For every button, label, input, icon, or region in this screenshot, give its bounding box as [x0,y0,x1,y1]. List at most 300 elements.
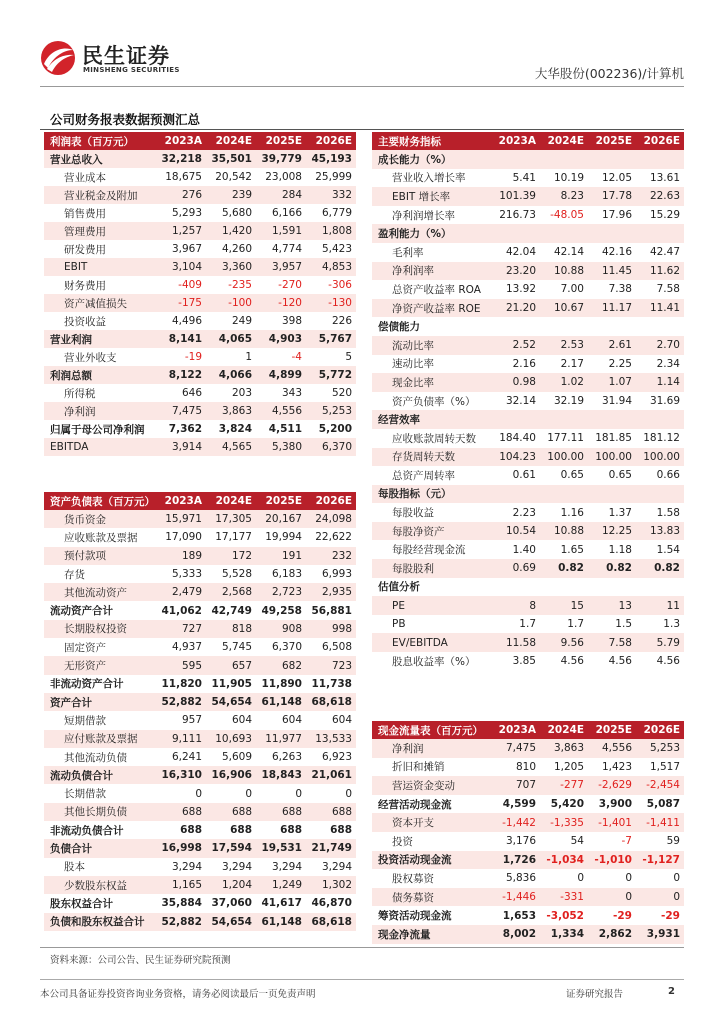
cell-value [492,224,540,243]
cell-value: 3,957 [256,258,306,276]
cell-value: 6,370 [306,438,356,456]
row-label: 现金比率 [372,373,492,392]
section-title: 公司财务报表数据预测汇总 [50,112,201,127]
row-label: EBITDA [44,438,156,456]
cell-value: 0.65 [608,469,632,482]
table-row [44,711,356,729]
table-row [44,638,356,656]
table-row [372,832,684,851]
cell-value: 10,693 [206,730,256,748]
row-label: 营业收入增长率 [392,172,466,185]
table-row [372,224,684,243]
cell-value: -1,411 [636,813,684,832]
cell-value: 15,971 [156,510,206,528]
cell-value [588,317,636,336]
cell-value: -331 [540,888,588,907]
cell-value: 249 [231,315,252,327]
cell-value: 42,749 [211,604,252,617]
cell-value: 42.47 [649,246,680,259]
cell-value: 68,618 [306,913,356,931]
cell-value: 104.23 [492,448,540,467]
cell-value: 3,914 [156,438,206,456]
table-row [44,528,356,546]
table-row [44,803,356,821]
cell-value: -175 [156,294,206,312]
row-label: 营业总收入 [44,150,156,168]
row-label: 营业成本 [64,171,106,184]
table-row [372,888,684,907]
cell-value: 31.94 [601,395,632,408]
column-header: 2024E [206,492,256,510]
cell-value: 5,423 [321,243,352,255]
table-row [372,925,684,944]
cell-value: 17,090 [165,531,202,544]
cell-value: 818 [206,620,256,638]
cell-value: 688 [180,824,202,837]
cell-value: 54,654 [206,913,256,931]
row-label: 固定资产 [64,641,106,654]
column-header: 2024E [540,132,588,150]
column-header: 2025E [256,492,306,510]
cell-value: 1,420 [206,222,256,240]
cell-value: -1,401 [588,813,636,832]
cell-value: 5,745 [221,641,252,654]
cell-value: 59 [666,835,680,848]
cell-value: 6,263 [271,751,302,763]
table-row [44,330,356,348]
cell-value: 21,749 [306,839,356,857]
cell-value: 19,531 [256,839,306,857]
row-label: 资产合计 [44,693,156,711]
cell-value: 23.20 [492,262,540,281]
cell-value: 8,122 [156,366,206,384]
cell-value: 646 [181,387,202,399]
row-label: 每股经营现金流 [392,544,466,557]
cell-value: 54 [570,835,584,848]
cell-value: 1.18 [608,543,632,556]
cell-value: 18,675 [165,171,202,183]
row-label: 负债合计 [44,839,156,857]
row-label: 资产减值损失 [44,294,156,312]
cell-value: 5 [345,351,352,363]
cell-value: 46,870 [311,897,352,910]
cell-value: 688 [330,824,352,837]
cell-value: -1,034 [540,851,588,870]
cell-value: 39,779 [256,150,306,168]
cell-value [492,317,540,336]
cell-value: -235 [228,279,252,291]
row-label: 盈利能力（%） [372,224,492,243]
cell-value: 2.52 [492,336,540,355]
cell-value: 12.05 [601,171,632,184]
table-row [372,485,684,504]
header-divider [40,86,684,87]
cell-value: 1,249 [256,876,306,894]
table-row [372,448,684,467]
cell-value [588,578,636,597]
cell-value: 2.61 [588,336,636,355]
cell-value: -270 [278,279,302,291]
table-row [372,869,684,888]
cell-value: 0 [625,872,632,885]
cell-value: 5,333 [171,568,202,581]
cell-value: 1.40 [512,543,536,556]
table-row [372,652,684,671]
cell-value: 18,843 [256,766,306,784]
row-label: 股东权益合计 [50,897,113,910]
row-label: 其他长期负债 [44,803,156,821]
table-row [44,204,356,222]
row-label: 成长能力（%） [372,150,492,169]
column-header: 2023A [156,132,206,150]
cell-value: 5,293 [171,207,202,219]
cell-value: 20,167 [256,510,306,528]
cell-value: 100.00 [636,448,684,467]
cell-value: 21.20 [492,299,540,318]
cell-value: -4 [291,351,302,363]
cell-value: 3,931 [636,925,684,944]
table-row [372,776,684,795]
cell-value: 56,881 [311,604,352,617]
cell-value: -120 [256,294,306,312]
table-row [372,739,684,758]
cell-value: 15 [540,596,588,615]
logo-text-en: MINSHENG SECURITIES [83,66,180,74]
cell-value: 100.00 [540,448,588,467]
table-row [44,601,356,619]
cell-value: 100.00 [588,448,636,467]
cell-value: 682 [256,656,306,674]
row-label: 估值分析 [378,581,420,594]
row-label: EBIT [44,258,156,276]
cell-value: 24,098 [306,510,356,528]
row-label: 债务募资 [372,888,492,907]
cell-value: 688 [306,803,356,821]
cell-value: 23,008 [265,171,302,183]
table-row [372,633,684,652]
cell-value: 5,380 [256,438,306,456]
table-row [44,312,356,330]
cell-value: 7.38 [608,283,632,296]
row-label: 每股股利 [372,559,492,578]
table-row [44,565,356,583]
cell-value: -3,052 [546,909,584,922]
table-row [372,373,684,392]
balance-sheet-table [44,492,356,931]
cell-value: 0 [673,872,680,885]
cell-value: 3,863 [540,739,588,758]
cell-value: -29 [661,909,680,922]
cell-value: 688 [230,824,252,837]
cell-value: 11 [636,596,684,615]
table-row [372,851,684,870]
cell-value: 3,294 [271,860,302,873]
cell-value: 22,622 [315,531,352,544]
cell-value: -130 [306,294,356,312]
row-label: 财务费用 [64,279,106,292]
cell-value: -100 [206,294,256,312]
cell-value [492,485,540,504]
table-row [44,656,356,674]
cell-value: 2.16 [512,357,536,370]
cell-value: 4,065 [206,330,256,348]
row-label: 营业税金及附加 [44,186,156,204]
cell-value: 10.88 [540,262,588,281]
cell-value: 2,935 [306,583,356,601]
cell-value: 4,899 [256,366,306,384]
cell-value: 5,420 [550,798,584,811]
cell-value: 3,824 [218,423,252,435]
cell-value: 37,060 [211,897,252,910]
table-row [44,348,356,366]
row-label: 投资 [392,835,413,848]
row-label: 毛利率 [392,246,424,259]
source-divider [40,947,684,948]
table-row [44,240,356,258]
cell-value: 332 [306,186,356,204]
row-label: 筹资活动现金流 [378,910,452,923]
cell-value: 3,176 [505,835,536,848]
row-label: 营业利润 [44,330,156,348]
table-row [44,258,356,276]
cell-value: 6,166 [271,207,302,219]
cell-value: 7,475 [156,402,206,420]
row-label: EBIT 增长率 [372,187,492,206]
table-row [44,150,356,168]
cell-value: 343 [281,387,302,399]
cell-value: 8 [492,596,540,615]
cell-value: 15.29 [649,209,680,222]
row-label: 非流动负债合计 [50,824,124,837]
cell-value [540,578,588,597]
cell-value: 8,141 [156,330,206,348]
cell-value: 5,767 [306,330,356,348]
cell-value: 31.69 [649,395,680,408]
cell-value: 6,183 [271,568,302,581]
cell-value: 957 [181,714,202,727]
cell-value: 3.85 [512,655,536,668]
table-title: 资产负债表（百万元） [44,492,156,510]
table-row [372,262,684,281]
cell-value: 7.00 [560,283,584,296]
row-label: 流动负债合计 [44,766,156,784]
table-row [372,466,684,485]
cell-value: 19,994 [265,531,302,544]
table-row [44,547,356,565]
cell-value: 8.23 [540,187,588,206]
cell-value: 11.62 [636,262,684,281]
cell-value: 10.19 [553,171,584,184]
cell-value [588,485,636,504]
row-label: 长期股权投资 [44,620,156,638]
row-label: 资产负债率（%） [392,395,476,408]
row-label: 货币资金 [44,510,156,528]
cell-value: 13 [588,596,636,615]
cell-value: 0.69 [492,559,540,578]
cell-value: 4,511 [268,423,302,435]
cell-value: 520 [331,387,352,399]
cell-value: 4.56 [560,655,584,668]
cell-value: -1,446 [492,888,540,907]
cell-value: 10.88 [540,522,588,541]
cell-value: 6,993 [321,568,352,581]
column-header: 2023A [492,132,540,150]
cell-value [636,485,684,504]
cell-value [588,150,636,169]
row-label: 净利润 [372,739,492,758]
cell-value: 1.02 [540,373,588,392]
cell-value: -409 [178,279,202,291]
table-row [372,336,684,355]
row-label: 净利润 [44,402,156,420]
table-row [372,906,684,925]
table-row [44,276,356,294]
table-header-row [44,132,356,150]
cell-value: 398 [281,315,302,327]
cell-value: 25,999 [315,171,352,183]
financial-ratios-table [372,132,684,671]
footer-report-type: 证券研究报告 [566,989,624,1000]
cell-value: 239 [206,186,256,204]
cell-value: 17,305 [206,510,256,528]
cell-value: 3,104 [156,258,206,276]
cell-value: 5.41 [512,171,536,184]
table-row [44,222,356,240]
cell-value: 908 [256,620,306,638]
table-row [44,894,356,912]
cell-value: 4,853 [306,258,356,276]
table-row [372,392,684,411]
row-label: 净资产收益率 ROE [372,299,492,318]
cell-value: 17,177 [215,531,252,544]
row-label: PE [372,596,492,615]
cell-value: 8,002 [492,925,540,944]
cell-value: 5,087 [646,798,680,811]
table-header-row [372,132,684,150]
cell-value: 7.58 [656,283,680,296]
cell-value: 5,680 [221,207,252,219]
cell-value: 5,772 [306,366,356,384]
cell-value: 20,542 [215,171,252,183]
cell-value: 1,591 [256,222,306,240]
row-label: 应付账款及票据 [44,730,156,748]
cell-value: 1.5 [615,618,632,631]
cell-value: 4.56 [656,655,680,668]
row-label: 每股收益 [392,507,434,520]
cell-value: -19 [184,351,202,363]
row-label: 营业外收支 [64,351,117,364]
income-statement-table [44,132,356,456]
table-title: 利润表（百万元） [44,132,156,150]
cell-value: 41,062 [161,604,202,617]
cell-value: 189 [156,547,206,565]
cell-value: 191 [256,547,306,565]
cell-value: 11,905 [211,677,252,690]
cell-value: 1.7 [567,618,584,631]
cell-value: 0 [345,787,352,800]
cell-value: 16,310 [156,766,206,784]
table-row [372,169,684,188]
cell-value: 595 [156,656,206,674]
column-header: 2026E [306,492,356,510]
cell-value: 181.85 [595,432,632,445]
cell-value [636,410,684,429]
cell-value [636,150,684,169]
cell-value: 9.56 [540,633,588,652]
table-header-row [372,721,684,739]
column-header: 2024E [206,132,256,150]
cell-value: 42.04 [505,246,536,259]
cell-value: 11.45 [588,262,636,281]
cell-value: -1,010 [588,851,636,870]
cell-value: 32.19 [553,395,584,408]
table-row [44,583,356,601]
cell-value: 688 [206,803,256,821]
table-row [372,410,684,429]
cell-value: 17.96 [601,209,632,222]
table-title: 现金流量表（百万元） [372,721,492,739]
table-row [372,280,684,299]
table-row [372,813,684,832]
cell-value: 4,066 [206,366,256,384]
cell-value: -29 [613,909,632,922]
cell-value: 49,258 [261,604,302,617]
cell-value: 1.58 [656,506,680,519]
table-row [372,150,684,169]
cell-value: 688 [280,824,302,837]
cell-value: 52,882 [156,693,206,711]
cell-value: -1,335 [540,813,588,832]
page-header [0,0,724,90]
cell-value: 3,294 [221,860,252,873]
cell-value: 0.82 [636,559,684,578]
cell-value: 10.67 [540,299,588,318]
cell-value: 1.16 [560,506,584,519]
cell-value: 276 [156,186,206,204]
cell-value: 181.12 [643,432,680,445]
table-row [44,402,356,420]
cell-value: 17,594 [206,839,256,857]
table-row [44,420,356,438]
cell-value: 11.17 [588,299,636,318]
cell-value: 3,294 [321,860,352,873]
row-label: 应收账款周转天数 [392,432,476,445]
cell-value: 172 [206,547,256,565]
cell-value: 11,977 [256,730,306,748]
table-row [372,578,684,597]
cell-value: 4,599 [502,798,536,811]
cell-value: 177.11 [547,432,584,445]
cell-value: 3,900 [598,798,632,811]
cell-value: 0.65 [560,469,584,482]
cell-value: -277 [540,776,588,795]
table-row [372,758,684,777]
table-row [372,503,684,522]
row-label: 短期借款 [64,714,106,727]
cell-value: 1.14 [636,373,684,392]
row-label: 管理费用 [44,222,156,240]
cell-value [492,150,540,169]
cell-value: 6,241 [171,751,202,763]
table-row [372,206,684,225]
cell-value: 2.70 [636,336,684,355]
table-row [44,784,356,802]
cell-value: 1.54 [656,543,680,556]
cell-value: 1,165 [156,876,206,894]
row-label: 现金净流量 [372,925,492,944]
row-label: 资本开支 [372,813,492,832]
row-label: PB [392,618,406,631]
